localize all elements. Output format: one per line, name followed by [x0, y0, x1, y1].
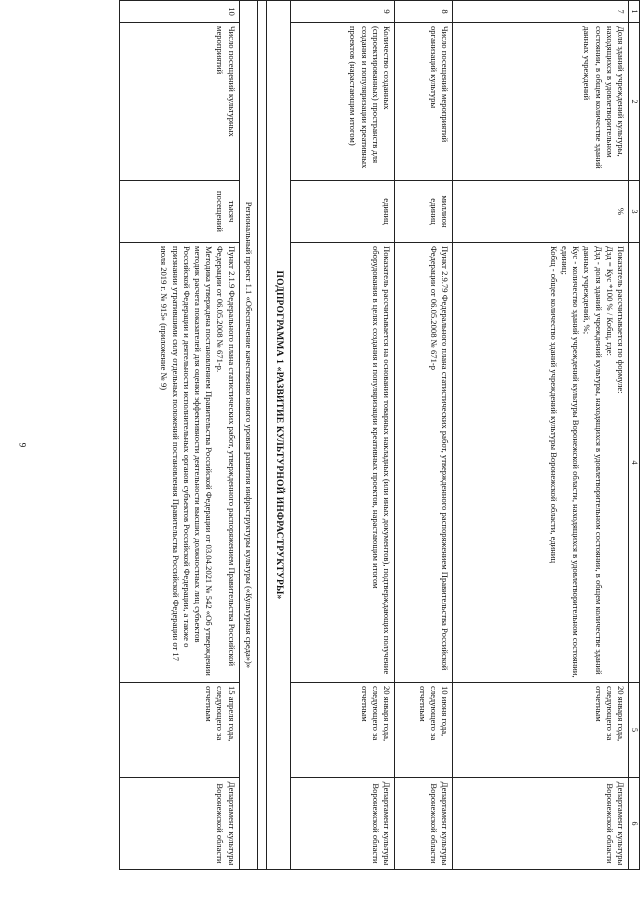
method-line: Кус - количество зданий учреждений культуры Воронежской области, находящихся в удовлетворительном состоянии, единиц; [559, 246, 582, 678]
method-line: Показатель рассчитывается по формуле: [616, 246, 626, 394]
indicator-responsible: Департамент культуры Воронежской области [395, 778, 453, 870]
table-row [291, 1, 395, 870]
indicator-name: Число посещений культурных мероприятий [119, 23, 239, 181]
indicator-responsible: Департамент культуры Воронежской области [453, 778, 629, 870]
indicator-deadline: 15 апреля года, следующего за отчетным [119, 683, 239, 778]
indicator-responsible: Департамент культуры Воронежской области [119, 778, 239, 870]
table-row [395, 1, 453, 870]
indicator-method [291, 243, 395, 683]
header-cell: 3 [629, 181, 640, 243]
table-row [453, 1, 629, 870]
header-cell: 5 [629, 683, 640, 778]
method-line: Показатель рассчитывается на основании товарных накладных (или иных документов), подтверждающих получение оборудования в целях создания и популяризации креативных проектов, нарастающим итогом [370, 246, 392, 675]
indicator-unit: миллион единиц [395, 181, 453, 243]
indicator-unit: % [453, 181, 629, 243]
method-line: Пункт 2.1.9 Федерального плана статистических работ, утвержденного распоряжением Правительства Российской Федерации от 06.05.2008 № 671-р. [215, 246, 237, 667]
indicator-deadline: 10 июня года, следующего за отчетным [395, 683, 453, 778]
method-line: Кобщ - общее количество зданий учреждений культуры Воронежской области, единиц [548, 246, 559, 564]
regional-project-title: Региональный проект 1.1 «Обеспечение качественно нового уровня развития инфраструктуры культуры («Культурная среда»)» [239, 1, 257, 870]
row-number: 10 [119, 1, 239, 23]
indicator-deadline: 20 января года, следующего за отчетным [291, 683, 395, 778]
header-cell: 6 [629, 778, 640, 870]
spacer-row [257, 1, 266, 870]
rotated-page [48, 0, 640, 869]
indicator-method [453, 243, 629, 683]
indicator-name: Доля зданий учреждений культуры, находящихся в удовлетворительном состоянии, в общем количестве зданий данных учреждений [453, 23, 629, 181]
regional-project-row [239, 1, 257, 870]
method-line: Дзд = Кус *100 % / Кобщ, где: [604, 246, 615, 356]
indicator-method [395, 243, 453, 683]
method-line: Пункт 2.9.79 Федерального плана статистических работ, утвержденного распоряжением Правительства Российской Федерации от 06.05.2008 № 671-р [428, 246, 450, 671]
indicator-name: Количество созданных (спроектированных) пространств для создания и популяризации креативных проектов (нарастающим итогом) [291, 23, 395, 181]
spacer-cell [257, 1, 266, 870]
indicator-method [119, 243, 239, 683]
row-number: 7 [453, 1, 629, 23]
row-number: 8 [395, 1, 453, 23]
indicator-responsible: Департамент культуры Воронежской области [291, 778, 395, 870]
method-line: Дзд - доля зданий учреждений культуры, находящихся в удовлетворительном состоянии, в общем количестве зданий данных учреждений, %; [582, 246, 604, 675]
table-row [119, 1, 239, 870]
header-cell: 1 [629, 1, 640, 23]
subprogram-title: ПОДПРОГРАММА 1 «РАЗВИТИЕ КУЛЬТУРНОЙ ИНФРАСТРУКТУРЫ» [266, 1, 290, 870]
header-row [629, 1, 640, 870]
header-cell: 4 [629, 243, 640, 683]
subprogram-row [266, 1, 290, 870]
indicator-name: Число посещений мероприятий организаций культуры [395, 23, 453, 181]
indicator-deadline: 20 января года, следующего за отчетным [453, 683, 629, 778]
page-number: 9 [17, 442, 28, 448]
method-line: Методика утверждена постановлением Правительства Российской Федерации от 03.04.2021 № 542 «Об утверждении методик расчета показателей для оценки эффективности деятельности высших должностных лиц субъектов Российской Федерации и деятельности исполнительных органов субъектов Российской Федерации, а также о признании утратившими силу отдельных положений постановления Правительства Российской Федерации от 17 июля 2019 г. № 915» (приложение № 9) [159, 246, 215, 676]
header-cell: 2 [629, 23, 640, 181]
indicators-table [119, 0, 640, 870]
indicator-unit: единиц [291, 181, 395, 243]
indicator-unit: тысяч посещений [119, 181, 239, 243]
row-number: 9 [291, 1, 395, 23]
